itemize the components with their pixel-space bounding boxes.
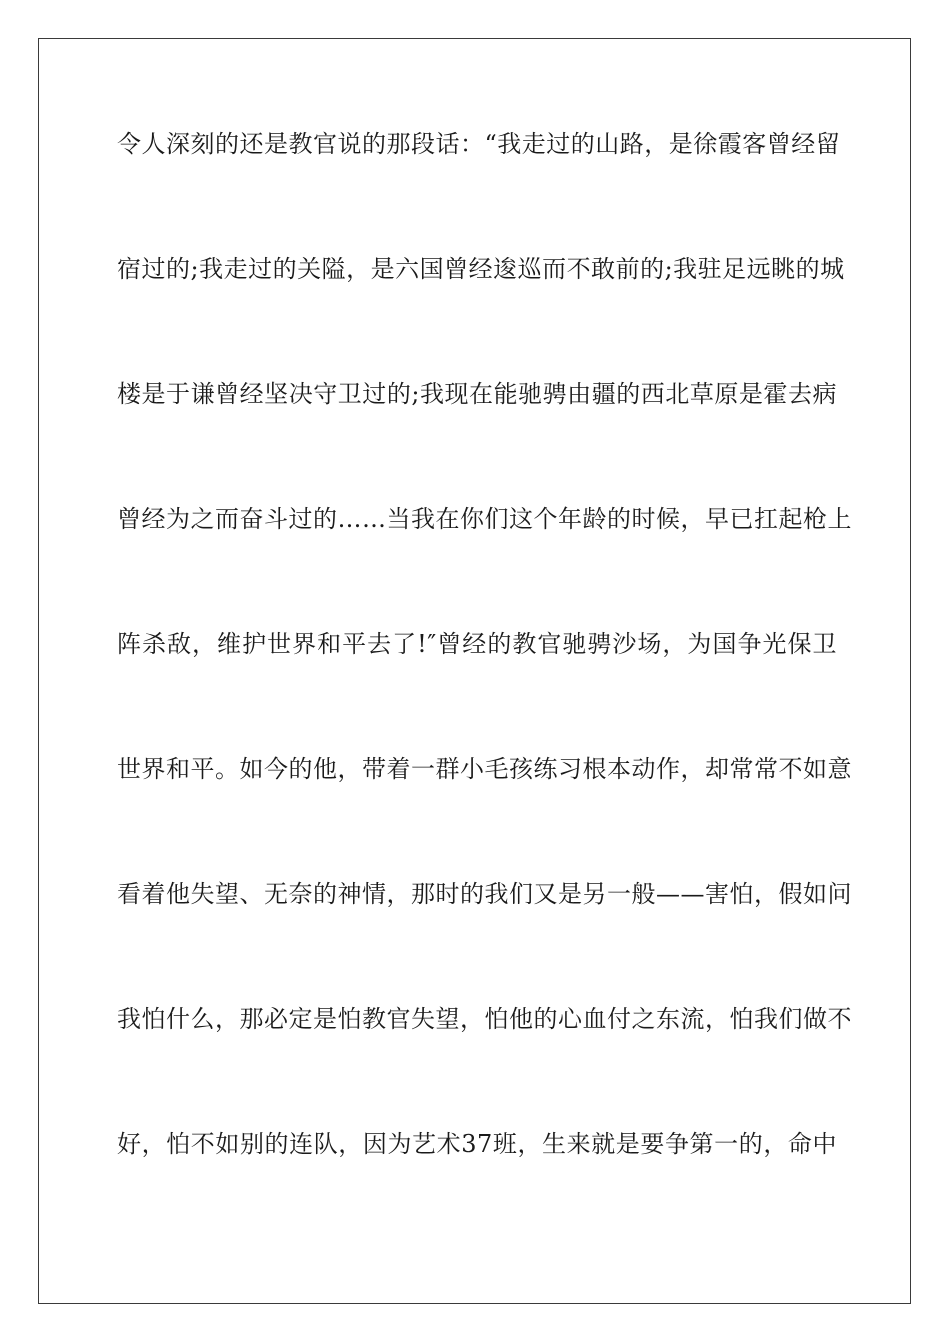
text-line-9: 好，怕不如别的连队，因为艺术37班，生来就是要争第一的，命中 xyxy=(117,1130,837,1158)
text-line-7: 看着他失望、无奈的神情，那时的我们又是另一般——害怕，假如问 xyxy=(117,880,852,908)
text-line-5: 阵杀敌，维护世界和平去了!″曾经的教官驰骋沙场，为国争光保卫 xyxy=(117,630,837,658)
text-line-4: 曾经为之而奋斗过的……当我在你们这个年龄的时候，早已扛起枪上 xyxy=(117,505,852,533)
page-frame xyxy=(38,38,911,1304)
text-line-8: 我怕什么，那必定是怕教官失望，怕他的心血付之东流，怕我们做不 xyxy=(117,1005,852,1033)
text-line-3: 楼是于谦曾经坚决守卫过的;我现在能驰骋由疆的西北草原是霍去病 xyxy=(117,380,837,408)
text-line-2: 宿过的;我走过的关隘，是六国曾经逡巡而不敢前的;我驻足远眺的城 xyxy=(117,255,845,283)
text-line-1: 令人深刻的还是教官说的那段话：“我走过的山路，是徐霞客曾经留 xyxy=(117,130,841,158)
text-line-6: 世界和平。如今的他，带着一群小毛孩练习根本动作，却常常不如意 xyxy=(117,755,852,783)
